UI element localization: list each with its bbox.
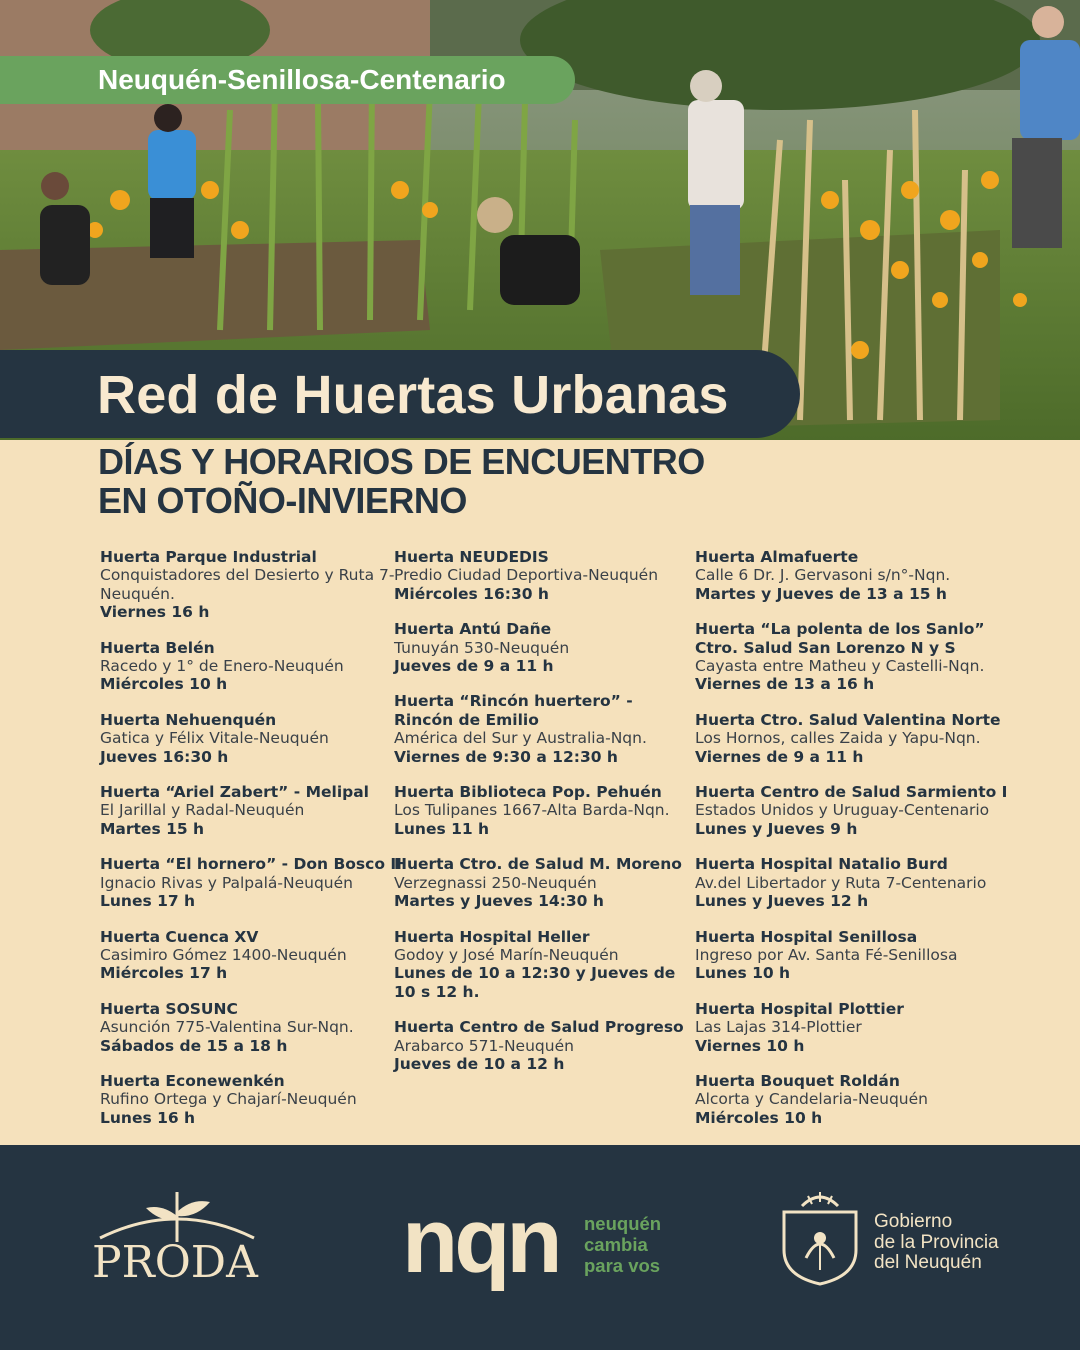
garden-time: Lunes 10 h <box>695 964 791 983</box>
garden-name: Huerta SOSUNC <box>100 999 238 1018</box>
garden-entry <box>394 928 684 1002</box>
nqn-tagline-1: neuquén <box>584 1213 662 1234</box>
garden-name: Huerta Hospital Natalio Burd <box>695 855 948 874</box>
garden-address: América del Sur y Australia-Nqn. <box>394 729 647 748</box>
garden-time: Miércoles 17 h <box>100 964 228 983</box>
proda-logo <box>92 1190 262 1290</box>
proda-wordmark: PRODA <box>92 1237 258 1288</box>
garden-time: Martes y Jueves 14:30 h <box>394 892 604 911</box>
region-banner <box>0 56 575 104</box>
schedule-column-3 <box>695 548 1025 1144</box>
garden-address: Conquistadores del Desierto y Ruta 7-Neuquén. <box>100 566 395 603</box>
garden-entry <box>100 1000 420 1055</box>
garden-entry <box>695 855 1025 910</box>
government-line-3: del Neuquén <box>874 1252 982 1273</box>
garden-address: Gatica y Félix Vitale-Neuquén <box>100 729 329 748</box>
garden-time: Lunes 17 h <box>100 892 196 911</box>
garden-entry <box>695 1072 1025 1127</box>
garden-time: Viernes 16 h <box>100 603 210 622</box>
garden-address: Ingreso por Av. Santa Fé-Senillosa <box>695 945 958 964</box>
nqn-tagline-3: para vos <box>584 1255 661 1276</box>
garden-name: Huerta Hospital Senillosa <box>695 927 918 946</box>
garden-entry <box>100 928 420 983</box>
region-label: Neuquén-Senillosa-Centenario <box>98 64 506 95</box>
garden-name: Huerta Almafuerte <box>695 548 859 566</box>
garden-entry <box>100 855 420 910</box>
garden-address: Godoy y José Marín-Neuquén <box>394 945 619 964</box>
garden-name: Huerta “Ariel Zabert” - Melipal <box>100 783 369 802</box>
garden-time: Viernes de 9:30 a 12:30 h <box>394 747 618 766</box>
subtitle-line-1: DÍAS Y HORARIOS DE ENCUENTRO <box>98 441 705 482</box>
garden-entry <box>100 783 420 838</box>
garden-address: El Jarillal y Radal-Neuquén <box>100 801 305 820</box>
garden-time: Jueves de 9 a 11 h <box>394 657 554 676</box>
garden-time: Lunes 11 h <box>394 819 490 838</box>
government-line-2: de la Provincia <box>874 1231 999 1253</box>
garden-name: Huerta Hospital Plottier <box>695 999 904 1018</box>
garden-address: Av.del Libertador y Ruta 7-Centenario <box>695 873 987 892</box>
garden-address: Cayasta entre Matheu y Castelli-Nqn. <box>695 657 985 676</box>
garden-time: Miércoles 16:30 h <box>394 584 549 603</box>
provincial-seal-icon <box>778 1190 862 1286</box>
schedule-column-2 <box>394 548 684 1090</box>
garden-entry <box>100 1072 420 1127</box>
government-logo <box>778 1190 1018 1290</box>
title-banner <box>0 350 800 438</box>
garden-name: Huerta Belén <box>100 638 215 657</box>
garden-entry <box>394 620 684 675</box>
garden-name: Huerta “La polenta de los Sanlo” Ctro. Salud San Lorenzo N y S <box>695 620 985 657</box>
garden-time: Martes 15 h <box>100 819 205 838</box>
nqn-tagline-2: cambia <box>584 1234 648 1255</box>
garden-time: Lunes 16 h <box>100 1108 196 1127</box>
garden-name: Huerta Parque Industrial <box>100 548 317 566</box>
garden-entry <box>394 548 684 603</box>
garden-entry <box>100 548 420 622</box>
garden-time: Sábados de 15 a 18 h <box>100 1036 288 1055</box>
garden-entry <box>394 855 684 910</box>
garden-address: Casimiro Gómez 1400-Neuquén <box>100 945 347 964</box>
garden-address: Los Tulipanes 1667-Alta Barda-Nqn. <box>394 801 670 820</box>
garden-name: Huerta Nehuenquén <box>100 710 277 729</box>
garden-address: Calle 6 Dr. J. Gervasoni s/n°-Nqn. <box>695 566 951 585</box>
garden-entry <box>394 1018 684 1073</box>
garden-address: Predio Ciudad Deportiva-Neuquén <box>394 566 659 585</box>
garden-address: Asunción 775-Valentina Sur-Nqn. <box>100 1018 354 1037</box>
garden-name: Huerta Ctro. Salud Valentina Norte <box>695 710 1001 729</box>
garden-address: Tunuyán 530-Neuquén <box>394 638 570 657</box>
garden-address: Estados Unidos y Uruguay-Centenario <box>695 801 990 820</box>
garden-address: Las Lajas 314-Plottier <box>695 1018 862 1037</box>
garden-time: Viernes de 9 a 11 h <box>695 747 864 766</box>
garden-time: Miércoles 10 h <box>695 1108 823 1127</box>
garden-name: Huerta Centro de Salud Progreso <box>394 1018 684 1037</box>
subtitle <box>98 442 705 520</box>
garden-entry <box>695 1000 1025 1055</box>
garden-entry <box>695 620 1025 694</box>
garden-address: Ignacio Rivas y Palpalá-Neuquén <box>100 873 353 892</box>
garden-address: Verzegnassi 250-Neuquén <box>394 873 597 892</box>
schedule-column-1 <box>100 548 420 1144</box>
garden-name: Huerta Bouquet Roldán <box>695 1071 900 1090</box>
garden-name: Huerta Antú Dañe <box>394 620 552 639</box>
garden-time: Miércoles 10 h <box>100 675 228 694</box>
garden-address: Rufino Ortega y Chajarí-Neuquén <box>100 1090 357 1109</box>
footer <box>0 1145 1080 1350</box>
garden-entry <box>394 692 684 766</box>
garden-entry <box>695 711 1025 766</box>
garden-name: Huerta Hospital Heller <box>394 927 590 946</box>
garden-address: Los Hornos, calles Zaida y Yapu-Nqn. <box>695 729 981 748</box>
garden-time: Jueves 16:30 h <box>100 747 229 766</box>
garden-name: Huerta Centro de Salud Sarmiento I <box>695 783 1008 802</box>
garden-name: Huerta “El hornero” - Don Bosco II <box>100 855 402 874</box>
nqn-tagline <box>584 1213 704 1276</box>
garden-time: Jueves de 10 a 12 h <box>394 1054 565 1073</box>
garden-name: Huerta Biblioteca Pop. Pehuén <box>394 783 662 802</box>
government-name <box>874 1212 1024 1274</box>
garden-address: Racedo y 1° de Enero-Neuquén <box>100 657 344 676</box>
garden-time: Lunes de 10 a 12:30 y Jueves de 10 s 12 h. <box>394 964 676 1001</box>
garden-name: Huerta NEUDEDIS <box>394 548 549 566</box>
garden-time: Viernes 10 h <box>695 1036 805 1055</box>
garden-name: Huerta Econewenkén <box>100 1071 285 1090</box>
subtitle-line-2: EN OTOÑO-INVIERNO <box>98 480 467 521</box>
garden-entry <box>695 783 1025 838</box>
garden-address: Alcorta y Candelaria-Neuquén <box>695 1090 928 1109</box>
garden-name: Huerta Ctro. de Salud M. Moreno <box>394 855 682 874</box>
garden-address: Arabarco 571-Neuquén <box>394 1036 574 1055</box>
garden-entry <box>695 928 1025 983</box>
garden-entry <box>695 548 1025 603</box>
garden-entry <box>100 711 420 766</box>
garden-name: Huerta “Rincón huertero” - Rincón de Emilio <box>394 692 633 729</box>
nqn-wordmark: nqn <box>402 1190 559 1292</box>
government-line-1: Gobierno <box>874 1211 953 1232</box>
garden-time: Lunes y Jueves 9 h <box>695 819 858 838</box>
page-title: Red de Huertas Urbanas <box>97 365 729 425</box>
garden-time: Martes y Jueves de 13 a 15 h <box>695 584 947 603</box>
garden-entry <box>100 639 420 694</box>
garden-entry <box>394 783 684 838</box>
garden-time: Viernes de 13 a 16 h <box>695 675 875 694</box>
garden-name: Huerta Cuenca XV <box>100 927 259 946</box>
garden-time: Lunes y Jueves 12 h <box>695 892 869 911</box>
